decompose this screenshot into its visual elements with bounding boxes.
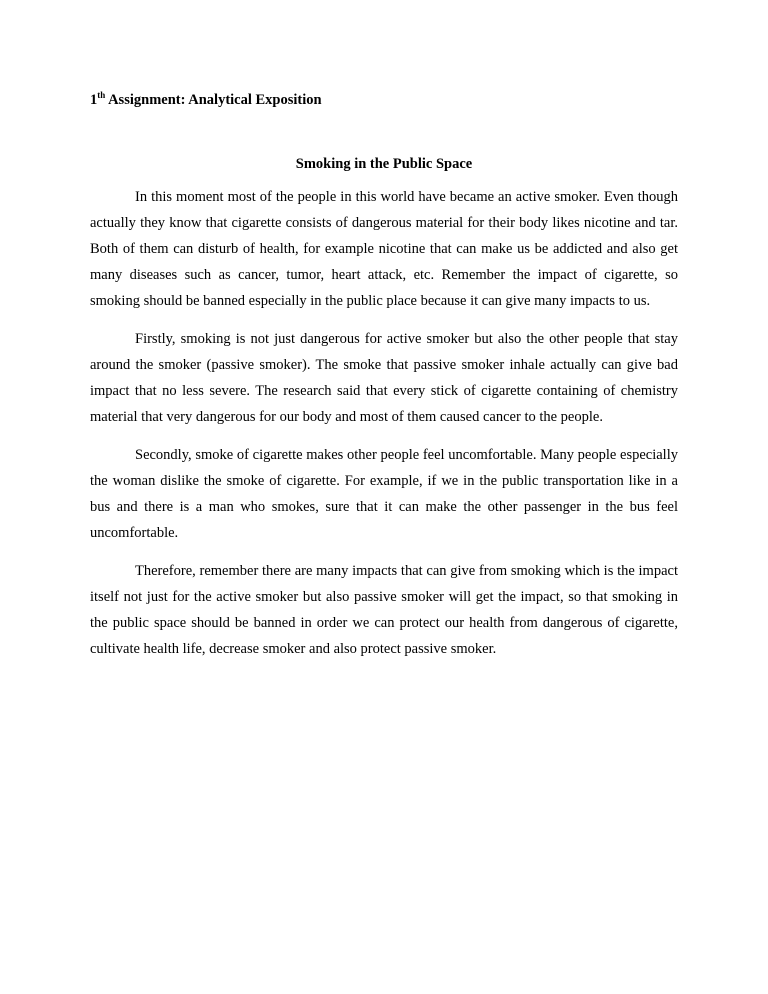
assignment-heading-text: Assignment: Analytical Exposition — [105, 92, 322, 108]
assignment-heading — [90, 90, 322, 110]
assignment-number: 1 — [90, 92, 98, 108]
assignment-ordinal-suffix: th — [97, 90, 106, 100]
document-body — [90, 184, 678, 674]
paragraph-conclusion: Therefore, remember there are many impacts that can give from smoking which is the impact itself not just for the active smoker but also passive smoker will get the impact, so that smoking in the public space should be banned in order we can protect our health from dangerous of cigarette, cultivate health life, decrease smoker and also protect passive smoker. — [90, 563, 678, 657]
paragraph-introduction: In this moment most of the people in this world have became an active smoker. Even though actually they know that cigarette consists of dangerous material for their body likes nicotine and tar. Both of them can disturb of health, for example nicotine that can make us be addicted and also get many diseases such as cancer, tumor, heart attack, etc. Remember the impact of cigarette, so smoking should be banned especially in the public place because it can give many impacts to us. — [90, 189, 678, 309]
paragraph-first-argument: Firstly, smoking is not just dangerous for active smoker but also the other people that stay around the smoker (passive smoker). The smoke that passive smoker inhale actually can give bad impact that no less severe. The research said that every stick of cigarette containing of chemistry material that very dangerous for our body and most of them caused cancer to the people. — [90, 331, 678, 425]
paragraph-second-argument: Secondly, smoke of cigarette makes other people feel uncomfortable. Many people especially the woman dislike the smoke of cigarette. For example, if we in the public transportation like in a bus and there is a man who smokes, sure that it can make the other passenger in the bus feel uncomfortable. — [90, 447, 678, 541]
document-title: Smoking in the Public Space — [295, 156, 473, 172]
